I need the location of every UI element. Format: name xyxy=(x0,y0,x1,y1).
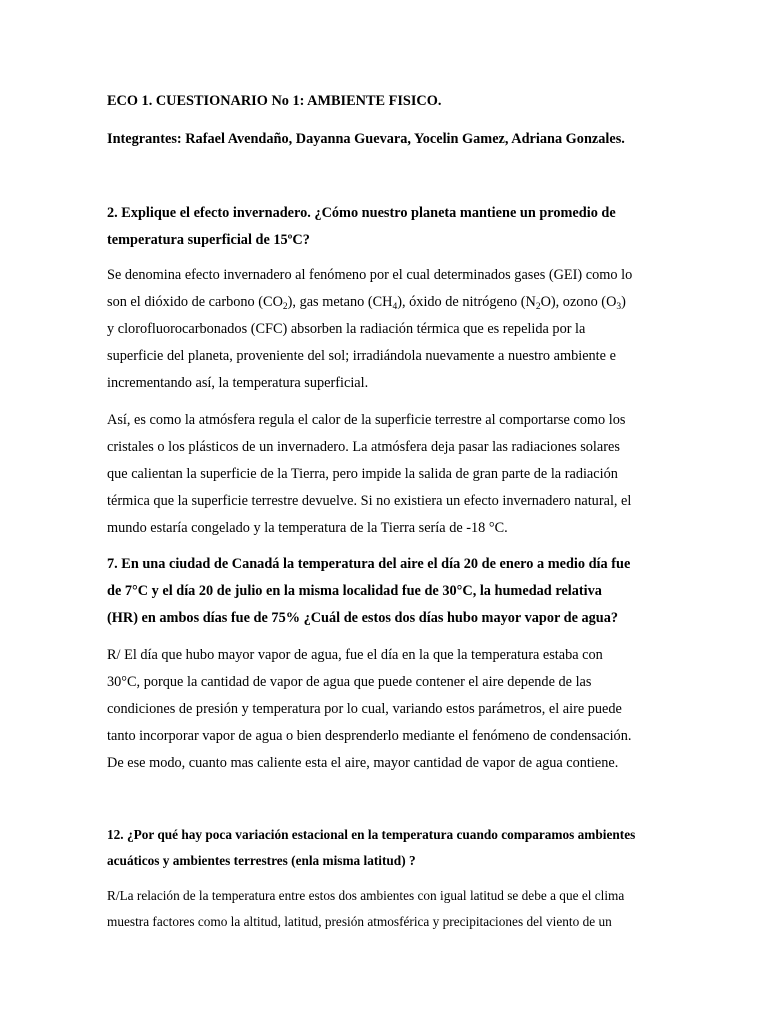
q2-answer-line: incrementando así, la temperatura superficial. xyxy=(107,375,369,391)
q7-answer-line: tanto incorporar vapor de agua o bien desprenderlo mediante el fenómeno de condensación. xyxy=(107,728,632,744)
q2-paragraph2-line: Así, es como la atmósfera regula el calor de la superficie terrestre al comportarse como los xyxy=(107,412,626,428)
q2-paragraph2-line: mundo estaría congelado y la temperatura de la Tierra sería de -18 °C. xyxy=(107,520,508,536)
document-title: ECO 1. CUESTIONARIO No 1: AMBIENTE FISICO. xyxy=(107,93,442,109)
q2-answer-line: y clorofluorocarbonados (CFC) absorben la radiación térmica que es repelida por la xyxy=(107,321,586,337)
q7-answer-line: R/ El día que hubo mayor vapor de agua, fue el día en la que la temperatura estaba con xyxy=(107,647,603,663)
q12-question-line: acuáticos y ambientes terrestres (enla misma latitud) ? xyxy=(107,853,416,868)
q7-question-line: de 7°C y el día 20 de julio en la misma localidad fue de 30°C, la humedad relativa xyxy=(107,583,602,599)
q2-paragraph2-line: cristales o los plásticos de un invernadero. La atmósfera deja pasar las radiaciones solares xyxy=(107,439,620,455)
q2-paragraph2-line: térmica que la superficie terrestre devuelve. Si no existiera un efecto invernadero natural, el xyxy=(107,493,632,509)
q2-question-line: temperatura superficial de 15ºC? xyxy=(107,232,310,248)
q2-paragraph2-line: que calientan la superficie de la Tierra, pero impide la salida de gran parte de la radiación xyxy=(107,466,618,482)
q12-question-line: 12. ¿Por qué hay poca variación estacional en la temperatura cuando comparamos ambientes xyxy=(107,827,636,842)
members-line: Integrantes: Rafael Avendaño, Dayanna Guevara, Yocelin Gamez, Adriana Gonzales. xyxy=(107,131,625,147)
q2-answer-line: Se denomina efecto invernadero al fenómeno por el cual determinados gases (GEI) como lo xyxy=(107,267,633,283)
q12-answer-line: R/La relación de la temperatura entre estos dos ambientes con igual latitud se debe a que el clima xyxy=(107,888,625,903)
q7-question-line: (HR) en ambos días fue de 75% ¿Cuál de estos dos días hubo mayor vapor de agua? xyxy=(107,610,619,626)
q7-answer-line: De ese modo, cuanto mas caliente esta el aire, mayor cantidad de vapor de agua contiene. xyxy=(107,755,619,771)
q2-answer-line-formulas: son el dióxido de carbono $(CO_2)$, gas metano $(CH_4)$, óxido de nitrógeno $(N_2O)$, ozono $(O_3)$ xyxy=(107,294,626,312)
q2-answer-line: superficie del planeta, proveniente del sol; irradiándola nuevamente a nuestro ambiente e xyxy=(107,348,616,364)
q7-question-line: 7. En una ciudad de Canadá la temperatura del aire el día 20 de enero a medio día fue xyxy=(107,556,631,572)
q7-answer-line: condiciones de presión y temperatura por lo cual, variando estos parámetros, el aire puede xyxy=(107,701,622,717)
q2-question-line: 2. Explique el efecto invernadero. ¿Cómo nuestro planeta mantiene un promedio de xyxy=(107,205,616,221)
q7-answer-line: 30°C, porque la cantidad de vapor de agua que puede contener el aire depende de las xyxy=(107,674,592,690)
q12-answer-line: muestra factores como la altitud, latitud, presión atmosférica y precipitaciones del viento de un xyxy=(107,914,612,929)
